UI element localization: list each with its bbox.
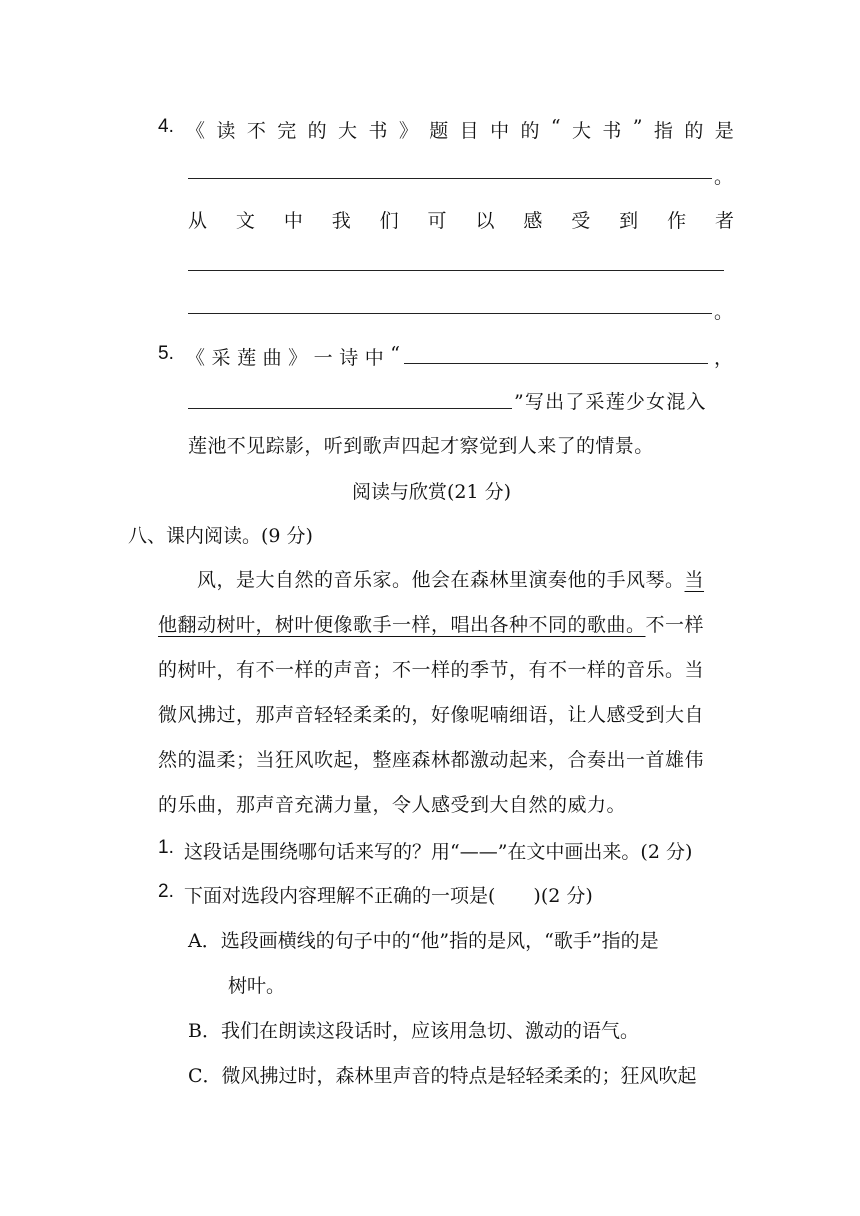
char: 莲 [237,347,257,369]
passage-underline-start: 当 [684,569,705,591]
q5-answer-blank-2[interactable] [188,408,512,409]
char: 诗 [339,347,359,369]
char: 是 [714,120,734,142]
char: 可 [427,210,447,232]
char: 读 [216,120,236,142]
q4-answer-blank-3[interactable] [188,313,712,314]
char: 中 [490,120,510,142]
passage-line-1 [197,565,704,592]
char: 书 [368,120,388,142]
q4-answer-blank-2[interactable] [188,270,724,271]
char: 中 [283,210,303,232]
char: 目 [459,120,479,142]
char: 一 [313,347,333,369]
char: 的 [684,120,704,142]
char: 大 [338,120,358,142]
char: 的 [307,120,327,142]
passage-line-6: 的乐曲，那声音充满力量，令人感受到大自然的威力。 [158,794,627,816]
char: 书 [602,120,622,142]
char: 曲 [262,347,282,369]
char: 《 [186,120,206,142]
passage-underlined-sentence: 他翻动树叶，树叶便像歌手一样，唱出各种不同的歌曲。 [158,614,646,636]
passage-line-1-text: 风，是大自然的音乐家。他会在森林里演奏他的手风琴。 [197,569,685,591]
char: 从 [188,210,208,232]
char: “ [550,116,561,138]
subq2-text: 下面对选段内容理解不正确的一项是( )(2 分) [184,885,593,907]
q5-prompt-line [186,343,400,370]
passage-line-4: 微风拂过，那声音轻轻柔柔的，好像呢喃细语，让人感受到大自 [158,704,705,726]
passage-line-5: 然的温柔；当狂风吹起，整座森林都激动起来，合奏出一首雄伟 [158,749,705,771]
char: 中 [364,347,384,369]
q5-answer-blank-1[interactable] [404,363,708,364]
char: 们 [379,210,399,232]
option-a-line-1[interactable]: A．选段画横线的句子中的“他”指的是风，“歌手”指的是 [188,930,659,952]
char: 大 [571,120,591,142]
q4-blank1-period: 。 [714,166,734,188]
char: 题 [429,120,449,142]
q4-blank3-period: 。 [714,301,734,323]
subq2-number: 2. [158,881,174,902]
passage-line-3: 的树叶，有不一样的声音；不一样的季节，有不一样的音乐。当 [158,659,705,681]
option-c-line-1[interactable]: C．微风拂过时，森林里声音的特点是轻轻柔柔的；狂风吹起 [188,1065,697,1087]
char: 》 [288,347,308,369]
q5-number: 5. [158,343,174,364]
char: 《 [186,347,206,369]
q4-feeling-line [188,206,734,233]
char: 受 [571,210,591,232]
char: 完 [277,120,297,142]
char: 的 [520,120,540,142]
char: 采 [211,347,231,369]
q4-number: 4. [158,116,174,137]
char: ” [632,116,643,138]
char: 我 [331,210,351,232]
passage-line-2-tail: 不一样 [645,614,705,636]
option-a-line-2: 树叶。 [228,975,286,997]
char: 不 [246,120,266,142]
char: “ [390,343,400,365]
char: 》 [398,120,418,142]
q5-blank1-comma: ， [714,347,734,369]
option-b[interactable]: B．我们在朗读这段话时，应该用急切、激动的语气。 [188,1020,639,1042]
section-title: 阅读与欣赏(21 分) [352,481,512,503]
q4-answer-blank-1[interactable] [188,178,712,179]
subq1-text: 这段话是围绕哪句话来写的？用“——”在文中画出来。(2 分) [184,841,693,863]
char: 者 [714,210,734,232]
char: 到 [619,210,639,232]
subq1-number: 1. [158,837,174,858]
passage-line-2 [158,610,704,637]
q4-prompt-line [186,116,734,143]
part8-title: 八、课内阅读。(9 分) [128,525,313,547]
char: 指 [653,120,673,142]
char: 以 [475,210,495,232]
char: 文 [235,210,255,232]
char: 感 [523,210,543,232]
char: 作 [667,210,687,232]
q5-line3-text: 莲池不见踪影，听到歌声四起才察觉到人来了的情景。 [188,435,654,457]
q5-line2-text: ”写出了采莲少女混入 [514,391,707,413]
